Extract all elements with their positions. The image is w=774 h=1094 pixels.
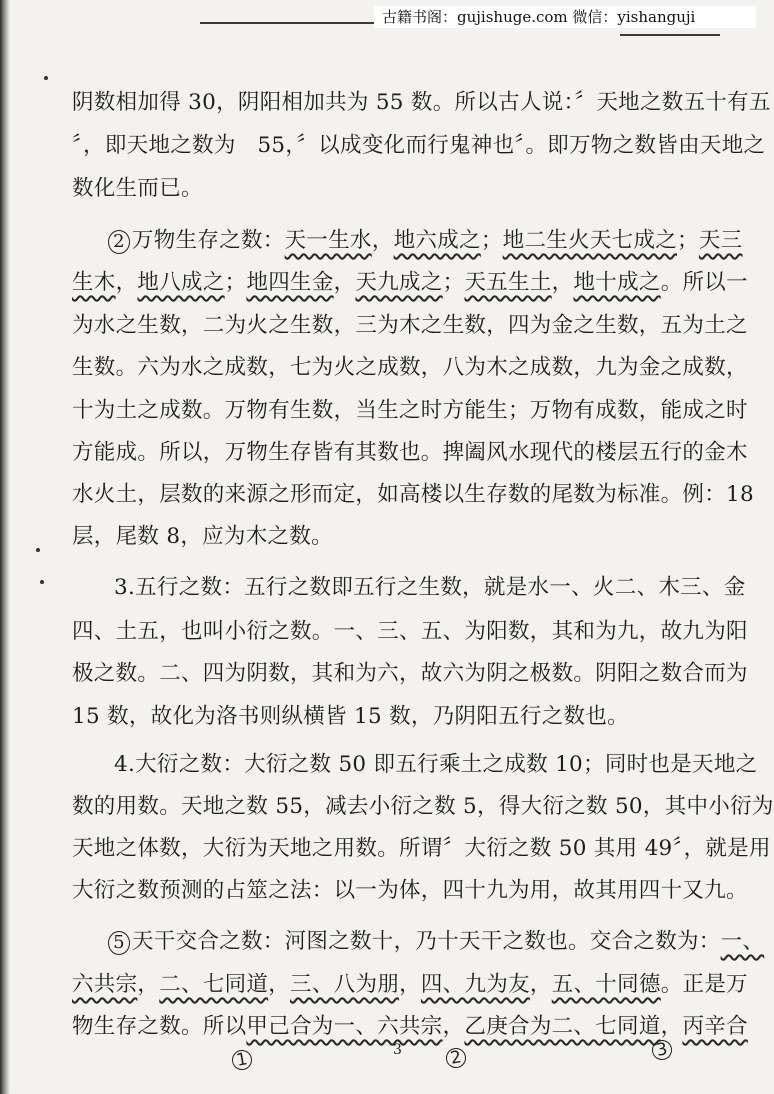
text-line: 2 万物生存之数：天一生水，地六成之；地二生火天七成之；天三 [108,226,742,256]
text-line: 为水之生数，二为火之生数，三为木之生数，四为金之生数，五为土之 [72,313,748,338]
text-line: 阴数相加得 30，阴阳相加共为 55 数。所以古人说：〞天地之数五十有五 [72,90,771,115]
text-line: 数的用数。天地之数 55，减去小衍之数 5，得大衍之数 50，其中小衍为 [72,794,774,819]
scan-edge-shadow [0,0,10,1094]
text-line: 生木，地八成之；地四生金，天九成之；天五生土，地十成之。所以一 [72,270,748,295]
text-line: 水火土，层数的来源之形而定，如高楼以生存数的尾数为标准。例：18 [72,482,754,507]
handwritten-annotation-3: 3 [650,1038,673,1061]
circled-number: 5 [108,931,130,955]
text-line: 物生存之数。所以甲己合为一、六共宗，乙庚合为二、七同道，丙辛合 [72,1014,748,1039]
handwritten-annotation-2: 2 [444,1046,467,1069]
text-line: 大衍之数预测的占筮之法：以一为体，四十九为用，故其用四十又九。 [72,878,748,903]
scan-speck [36,548,40,552]
handwritten-annotation-1: 1 [230,1048,253,1071]
circled-number: 2 [108,230,130,254]
text-line: 生数。六为水之成数，七为火之成数，八为木之成数，九为金之成数， [72,355,748,380]
text-line: 十为土之成数。万物有生数，当生之时方能生；万物有成数，能成之时 [72,398,748,423]
scan-speck [44,76,48,80]
text-line: 方能成。所以，万物生存皆有其数也。捭阖风水现代的楼层五行的金木 [72,440,748,465]
text-line: 5 天干交合之数：河图之数十，乃十天干之数也。交合之数为：一、 [108,927,764,957]
text-line: 四、土五，也叫小衍之数。一、三、五、为阳数，其和为九，故九为阳 [72,619,748,644]
text-line: 层，尾数 8，应为木之数。 [72,524,333,549]
header-rule-right [620,34,720,36]
scan-speck [40,580,44,584]
text-line: 数化生而已。 [72,176,203,201]
text-line: 天地之体数，大衍为天地之用数。所谓〞大衍之数 50 其用 49〞，就是用 [72,836,771,861]
header-rule [200,22,390,24]
text-line: 15 数，故化为洛书则纵横皆 15 数，乃阴阳五行之数也。 [72,704,629,729]
text-line: 3.五行之数：五行之数即五行之生数，就是水一、火二、木三、金 [114,575,746,600]
page-number: 3 [393,1042,402,1058]
text-line: 〞，即天地之数为 55，〞以成变化而行鬼神也〞。即万物之数皆由天地之 [72,133,766,158]
text-line: 4.大衍之数：大衍之数 50 即五行乘土之成数 10；同时也是天地之 [114,752,758,777]
site-watermark: 古籍书阁：gujishuge.com 微信：yishanguji [374,6,756,28]
text-line: 六共宗，二、七同道，三、八为朋，四、九为友，五、十同德。正是万 [72,972,748,997]
text-line: 极之数。二、四为阴数，其和为六，故六为阴之极数。阴阳之数合而为 [72,661,748,686]
